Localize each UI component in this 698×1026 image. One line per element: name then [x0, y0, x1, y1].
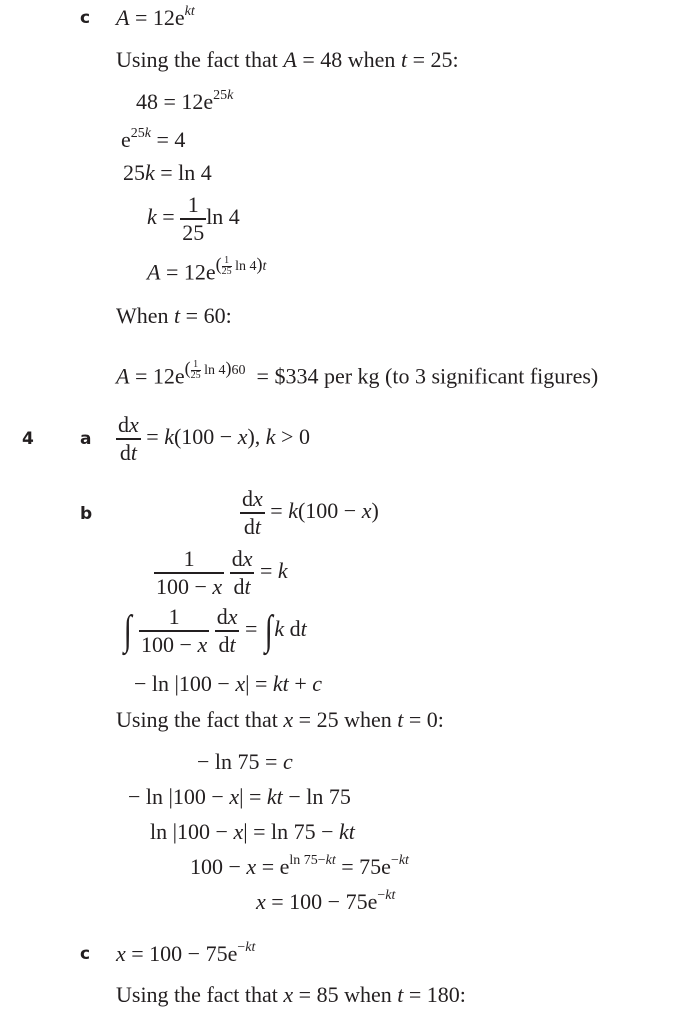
given-condition-c: Using the fact that x = 85 when t = 180:	[116, 982, 466, 1007]
given-condition: Using the fact that A = 48 when t = 25:	[116, 47, 459, 72]
model-equation: $A = 12e^{kt}$	[116, 4, 195, 30]
part-label-c-4: c	[80, 944, 91, 964]
result-value: $334	[274, 363, 319, 389]
step-b8: $100 - x = e^{ln 75-kt} = 75e^{-kt}$	[190, 853, 409, 879]
given-condition-b: Using the fact that x = 25 when t = 0:	[116, 707, 444, 732]
step-25k: 25k = ln 4	[123, 160, 212, 185]
step-b1: $\frac{dx}{dt}$ = k(100 − x)	[242, 486, 379, 539]
step-k: k = $\frac{1}{25}$ ln 4	[147, 192, 240, 245]
part-label-b: b	[80, 504, 93, 524]
integral-icon: ∫	[264, 608, 273, 654]
step-a-formula: $A = 12e^{( \frac{1}{25} ln 4)t}$	[147, 253, 267, 285]
step-b2: $\frac{1}{100 - x}$ $\frac{dx}{dt}$ = k	[156, 546, 288, 599]
model-equation-4c: $x = 100 - 75e^{-kt}$	[116, 940, 256, 966]
part-label-c: c	[80, 8, 91, 28]
final-result: $A = 12e^{( \frac{1}{25} ln 4)60}$ = $334 per kg (to 3 significant figures)	[116, 357, 599, 389]
step-b7: ln |100 − x| = ln 75 − kt	[150, 819, 355, 844]
step-b5: − ln 75 = c	[197, 749, 293, 774]
differential-equation: $\frac{dx}{dt}$ = k(100 − x), k > 0	[118, 412, 310, 465]
step-b4: − ln |100 − x| = kt + c	[134, 671, 322, 696]
step-e25k: $e^{25k} = 4$	[121, 126, 186, 152]
question-number: 4	[22, 429, 34, 449]
part-label-a: a	[80, 429, 92, 449]
result-note: per kg (to 3 significant figures)	[323, 363, 599, 389]
when-t-60: When t = 60:	[116, 303, 232, 328]
step-b9: $x = 100 - 75e^{-kt}$	[256, 888, 396, 914]
step-b6: − ln |100 − x| = kt − ln 75	[128, 784, 351, 809]
step-48-equals: $48 = 12e^{25k}$	[136, 88, 234, 114]
integral-icon: ∫	[123, 608, 132, 654]
step-b3-integral: ∫ $\frac{1}{100 - x}$ $\frac{dx}{dt}$ = ∫k dt	[123, 604, 307, 657]
